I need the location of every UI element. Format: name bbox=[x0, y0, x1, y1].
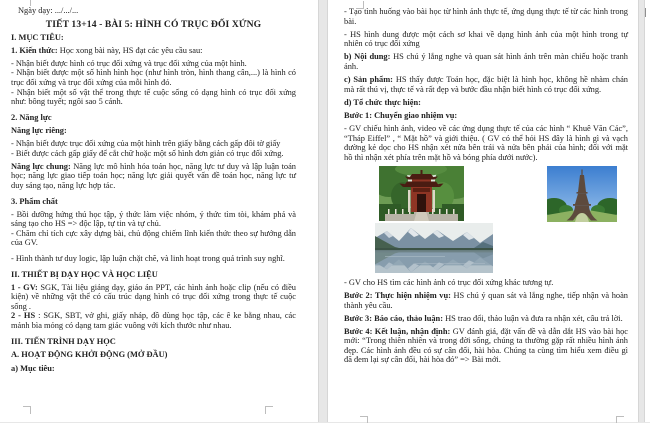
paragraph-lead: b) Nội dung: bbox=[344, 52, 391, 62]
eiffel-tower-image[interactable] bbox=[547, 166, 617, 222]
paragraph-lead: Bước 3: Báo cáo, thảo luận: bbox=[344, 313, 443, 323]
page2-content bbox=[328, 0, 638, 365]
bullet-item: - Bồi dưỡng hứng thú học tập, ý thức làm việc nhóm, ý thức tìm tòi, khám phá và sáng tạo cho HS => độc lập, tự tin và tự chủ. bbox=[11, 209, 296, 229]
khue-van-cac-image[interactable] bbox=[379, 166, 464, 221]
paragraph-text: HS chú ý lắng nghe và quan sát hình ảnh trên màn chiếu hoặc tranh ảnh. bbox=[344, 52, 628, 71]
paragraph bbox=[344, 291, 628, 310]
paragraph: - GV chiếu hình ảnh, video về các ứng dụng thực tế của các hình “ Khuê Văn Các”, “Tháp Eiffel” , “ Mặt hồ” và giới thiệu. ( GV có thể hỏi HS đây là hình gì và vạch đường kẻ dọc cho HS nhận xét nửa bên trái và nửa bên phải của hình; đối với mặt hồ thì nhận xét phía trên mặt hồ và bóng phía dưới nước). bbox=[344, 123, 628, 162]
text-boundary-mark bbox=[645, 8, 647, 17]
heading-thiet-bi: II. THIẾT BỊ DẠY HỌC VÀ HỌC LIỆU bbox=[11, 269, 158, 279]
date-line: Ngày dạy: .../.../... bbox=[18, 6, 79, 15]
bullet-item: - Nhận biết được trục đối xứng của một hình trên giấy bằng cách gấp đôi tờ giấy bbox=[11, 139, 281, 149]
paragraph-text: GV đánh giá, đặt vấn đề và dẫn dắt HS vào bài học mới: “Trong thiên nhiên và trong đời sống, chúng ta thường gặp rất nhiều hình ảnh đẹp. Các hình ảnh đều có sự cân đối, hài hòa. Chúng ta cùng tìm hiểu xem điều gì đã đem lại sự cân đối, hài hòa đó” => Bài mới. bbox=[344, 326, 628, 365]
paragraph-text: : SGK, SBT, vở ghi, giấy nháp, đồ dùng học tập, các ê ke bằng nhau, các mảnh bìa mỏng có dạng tam giác vuông với kích thước như nhau. bbox=[11, 311, 296, 331]
heading-tien-trinh: III. TIẾN TRÌNH DẠY HỌC bbox=[11, 336, 116, 346]
text-boundary-mark bbox=[356, 1, 364, 9]
document-page-1[interactable] bbox=[0, 0, 319, 422]
bullet-item: - Tạo tình huống vào bài học từ hình ảnh thực tế, ứng dụng thực tế từ các hình trong bài. bbox=[344, 7, 628, 26]
heading-muc-tieu: I. MỤC TIÊU: bbox=[11, 32, 64, 42]
text-boundary-mark bbox=[265, 406, 273, 414]
paragraph bbox=[344, 52, 628, 71]
lake-reflection-image[interactable] bbox=[375, 223, 493, 273]
bullet-item: - Hình thành tư duy logic, lập luận chặt chẽ, và linh hoạt trong quá trình suy nghĩ. bbox=[11, 253, 285, 263]
lesson-title: TIẾT 13+14 - BÀI 5: HÌNH CÓ TRỤC ĐỐI XỨNG bbox=[45, 18, 262, 30]
bullet-item: - Nhận biết được một số hình hình học (như hình tròn, hình thang cân,...) là hình có trục đối xứng và trục đối xứng của mỗi hình đó. bbox=[11, 68, 296, 88]
paragraph-text: HS thấy được Toán học, đặc biệt là hình học, không hề nhàm chán mà rất thú vị, thực tế và rất đẹp và bước đầu nhận biết hình có trục đối xứng. bbox=[344, 75, 628, 94]
bullet-item: - Nhận biết được hình có trục đối xứng và trục đối xứng của một hình. bbox=[11, 58, 247, 68]
paragraph bbox=[11, 46, 296, 56]
bullet-item: - Nhận biết một số vật thể trong thực tế cuộc sống có dạng hình có trục đối xứng như: bông tuyết; ngôi sao 5 cánh. bbox=[11, 87, 296, 107]
text-boundary-mark bbox=[30, 0, 32, 6]
bullet-item: - Biết được cách gấp giấy để cắt chữ hoặc một số hình đơn giản có trục đối xứng. bbox=[11, 148, 284, 158]
paragraph bbox=[11, 283, 296, 312]
paragraph-lead: 2 - HS bbox=[11, 311, 36, 321]
paragraph bbox=[344, 314, 628, 324]
page1-content bbox=[0, 0, 318, 373]
paragraph-lead: 1 - GV: bbox=[11, 282, 38, 292]
paragraph-text: Học xong bài này, HS đạt các yêu cầu sau: bbox=[57, 45, 203, 55]
paragraph bbox=[344, 327, 628, 365]
heading-hoat-dong-khoi-dong: A. HOẠT ĐỘNG KHỞI ĐỘNG (MỞ ĐẦU) bbox=[11, 350, 168, 360]
paragraph-text: HS trao đổi, thảo luận và đưa ra nhận xét, câu trả lời. bbox=[443, 313, 623, 323]
bullet-item: - HS hình dung được một cách sơ khai về dạng hình ảnh của một hình trong tự nhiên có trục đối xứng bbox=[344, 29, 628, 49]
paragraph-text: SGK, Tài liệu giảng dạy, giáo án PPT, các hình ảnh hoặc clip (nếu có điều kiện) về những vật thể có cấu trúc dạng hình có trục đối xứng trong thực tế cuộc sống . bbox=[11, 282, 296, 311]
paragraph-text: HS chú ý quan sát và lắng nghe, tiếp nhận và hoàn thành yêu cầu. bbox=[344, 290, 628, 310]
document-page-2[interactable] bbox=[327, 0, 639, 422]
heading-pham-chat: 3. Phẩm chất bbox=[11, 196, 58, 206]
illustration-block bbox=[344, 166, 628, 274]
heading-muc-tieu-a: a) Mục tiêu: bbox=[11, 363, 55, 373]
paragraph bbox=[11, 162, 296, 191]
text-boundary-mark bbox=[23, 406, 31, 414]
heading-to-chuc-thuc-hien: d) Tổ chức thực hiện: bbox=[344, 97, 421, 107]
heading-nang-luc: 2. Năng lực bbox=[11, 112, 52, 122]
heading-nang-luc-rieng: Năng lực riêng: bbox=[11, 125, 67, 135]
paragraph-lead: Bước 4: Kết luận, nhận định: bbox=[344, 326, 451, 336]
document-page-3-edge bbox=[644, 0, 650, 422]
paragraph-lead: c) Sản phẩm: bbox=[344, 75, 393, 85]
paragraph-text: Năng lực mô hình hóa toán học, năng lực tư duy và lập luận toán học; năng lực giao tiếp toán học; năng lực giải quyết vấn đề toán học, năng lực tư duy sáng tạo, năng lực hợp tác. bbox=[11, 161, 296, 190]
paragraph-lead: Năng lực chung: bbox=[11, 161, 71, 171]
paragraph-lead: 1. Kiến thức: bbox=[11, 45, 58, 55]
paragraph bbox=[11, 311, 296, 330]
paragraph bbox=[344, 75, 628, 94]
heading-buoc-1: Bước 1: Chuyển giao nhiệm vụ: bbox=[344, 110, 458, 120]
bullet-item: - Chăm chỉ tích cực xây dựng bài, chủ động chiếm lĩnh kiến thức theo sự hướng dẫn của GV. bbox=[11, 228, 296, 248]
paragraph-lead: Bước 2: Thực hiện nhiệm vụ: bbox=[344, 290, 451, 300]
bullet-item: - GV cho HS tìm các hình ảnh có trục đối xứng khác tương tự. bbox=[344, 277, 554, 287]
